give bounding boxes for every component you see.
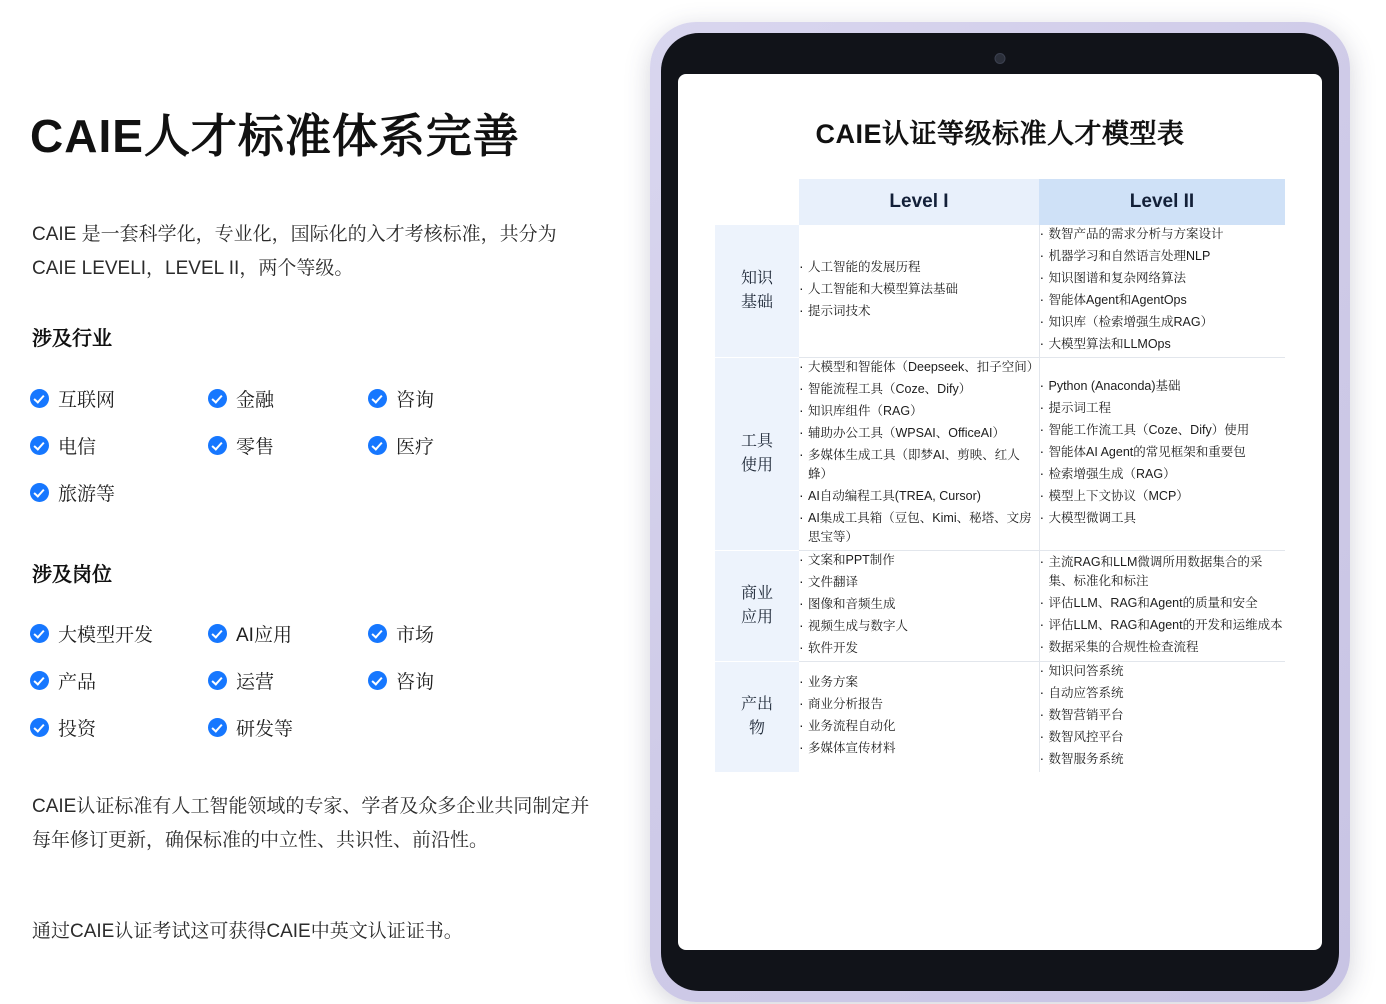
row-label-line-1: 工具: [740, 433, 773, 450]
role-label: 市场: [396, 625, 435, 646]
industries-row: [30, 469, 610, 516]
role-chip: [368, 620, 528, 647]
check-circle-icon: [208, 718, 227, 737]
bullet-item: · 商业分析报告: [799, 695, 1039, 714]
check-circle-icon: [30, 624, 49, 643]
bullet-item: · 多媒体生成工具（即梦AI、剪映、红人蜂）: [799, 446, 1039, 484]
bullet-item: · 知识图谱和复杂网络算法: [1040, 269, 1286, 288]
industry-chip: [30, 385, 208, 412]
check-circle-icon: [208, 671, 227, 690]
table-header-row: [715, 179, 1285, 225]
header-level-1: Level I: [799, 179, 1039, 225]
bullet-item: · AI集成工具箱（豆包、Kimi、秘塔、文房思宝等）: [799, 509, 1039, 547]
row-label-business: [715, 551, 799, 662]
cell-tools-level2: [1039, 358, 1285, 551]
bullet-item: · 知识库（检索增强生成RAG）: [1040, 313, 1286, 332]
bullet-item: · 辅助办公工具（WPSAI、OfficeAI）: [799, 424, 1039, 443]
bullet-item: · 智能流程工具（Coze、Dify）: [799, 380, 1039, 399]
industry-chip: [368, 385, 528, 412]
header-blank-cell: [715, 179, 799, 225]
industry-label: 旅游等: [58, 484, 116, 505]
role-label: 研发等: [236, 719, 294, 740]
industries-row: [30, 375, 610, 422]
industries-heading: 涉及行业: [32, 328, 112, 350]
bullet-item: · 文件翻译: [799, 573, 1039, 592]
page-title: CAIE人才标准体系完善: [30, 110, 520, 162]
industry-label: 互联网: [58, 390, 116, 411]
bullet-item: · Python (Anaconda)基础: [1040, 377, 1286, 396]
roles-heading: 涉及岗位: [32, 564, 112, 586]
roles-row: [30, 610, 610, 657]
certificate-paragraph: 通过CAIE认证考试这可获得CAIE中英文认证证书。: [32, 921, 463, 942]
bullet-list: [1040, 662, 1286, 769]
bullet-item: · 图像和音频生成: [799, 595, 1039, 614]
industry-chip: [208, 432, 368, 459]
row-label-line-1: 知识: [740, 270, 773, 287]
bullet-list: [799, 358, 1039, 547]
bullet-item: · 视频生成与数字人: [799, 617, 1039, 636]
bullet-list: [799, 673, 1039, 758]
bullet-item: · 文案和PPT制作: [799, 551, 1039, 570]
bullet-item: · 评估LLM、RAG和Agent的开发和运维成本: [1040, 616, 1286, 635]
row-label-line-2: 使用: [740, 457, 773, 474]
row-label-line-1: 商业: [740, 585, 773, 602]
industry-label: 零售: [236, 437, 275, 458]
industry-chip: [368, 432, 528, 459]
check-circle-icon: [208, 624, 227, 643]
role-label: 投资: [58, 719, 97, 740]
cell-knowledge-level2: [1039, 225, 1285, 358]
bullet-item: · 多媒体宣传材料: [799, 739, 1039, 758]
industry-label: 医疗: [396, 437, 435, 458]
bullet-item: · 大模型微调工具: [1040, 509, 1286, 528]
table-title: CAIE认证等级标准人才模型表: [815, 119, 1185, 149]
bullet-list: [1040, 225, 1286, 354]
industry-chip: [30, 479, 208, 506]
cell-tools-level1: [799, 358, 1039, 551]
industry-chip: [208, 385, 368, 412]
row-label-line-2: 基础: [740, 294, 773, 311]
front-camera-icon: [995, 53, 1006, 64]
cell-business-level2: [1039, 551, 1285, 662]
check-circle-icon: [368, 624, 387, 643]
intro-paragraph: CAIE 是一套科学化，专业化，国际化的入才考核标准，共分为 CAIE LEVELI，LEVEL II，两个等级。: [32, 224, 557, 279]
industry-chip: [30, 432, 208, 459]
bullet-item: · 数据采集的合规性检查流程: [1040, 638, 1286, 657]
table-row: [715, 551, 1285, 662]
bullet-item: · 数智营销平台: [1040, 706, 1286, 725]
bullet-list: [1040, 553, 1286, 657]
bullet-item: · 模型上下文协议（MCP）: [1040, 487, 1286, 506]
bullet-item: · 检索增强生成（RAG）: [1040, 465, 1286, 484]
check-circle-icon: [30, 436, 49, 455]
bullet-item: · 自动应答系统: [1040, 684, 1286, 703]
bullet-item: · 提示词工程: [1040, 399, 1286, 418]
bullet-item: · 智能工作流工具（Coze、Dify）使用: [1040, 421, 1286, 440]
certification-paragraph: CAIE认证标准有人工智能领域的专家、学者及众多企业共同制定并每年修订更新，确保标准的中立性、共识性、前沿性。: [32, 796, 590, 851]
table-row: [715, 662, 1285, 773]
row-label-output: [715, 662, 799, 773]
roles-list: [30, 610, 610, 751]
bullet-item: · 评估LLM、RAG和Agent的质量和安全: [1040, 594, 1286, 613]
cell-output-level2: [1039, 662, 1285, 773]
bullet-item: · 业务方案: [799, 673, 1039, 692]
bullet-item: · 主流RAG和LLM微调所用数据集合的采集、标准化和标注: [1040, 553, 1286, 591]
role-label: 运营: [236, 672, 275, 693]
role-chip: [368, 667, 528, 694]
role-label: 产品: [58, 672, 97, 693]
cell-business-level1: [799, 551, 1039, 662]
roles-row: [30, 657, 610, 704]
check-circle-icon: [30, 389, 49, 408]
industries-list: [30, 375, 610, 516]
role-chip: [30, 620, 208, 647]
check-circle-icon: [30, 483, 49, 502]
check-circle-icon: [30, 718, 49, 737]
role-chip: [30, 714, 208, 741]
bullet-list: [799, 258, 1039, 321]
check-circle-icon: [208, 436, 227, 455]
role-label: AI应用: [236, 625, 292, 646]
tablet-screen: [678, 74, 1322, 950]
bullet-item: · 知识库组件（RAG）: [799, 402, 1039, 421]
bullet-item: · 软件开发: [799, 639, 1039, 658]
left-content-panel: [30, 0, 630, 1004]
role-label: 咨询: [396, 672, 435, 693]
industry-label: 电信: [58, 437, 97, 458]
bullet-item: · 机器学习和自然语言处理NLP: [1040, 247, 1286, 266]
industry-label: 咨询: [396, 390, 435, 411]
bullet-item: · 大模型算法和LLMOps: [1040, 335, 1286, 354]
row-label-line-2: 物: [748, 720, 765, 737]
bullet-list: [1040, 377, 1286, 528]
bullet-item: · 大模型和智能体（Deepseek、扣子空间）: [799, 358, 1039, 377]
industries-row: [30, 422, 610, 469]
talent-model-table: [715, 179, 1285, 772]
bullet-item: · 智能体Agent和AgentOps: [1040, 291, 1286, 310]
bullet-item: · 业务流程自动化: [799, 717, 1039, 736]
table-row: [715, 225, 1285, 358]
bullet-item: · 知识问答系统: [1040, 662, 1286, 681]
table-row: [715, 358, 1285, 551]
header-level-2: Level II: [1039, 179, 1285, 225]
role-label: 大模型开发: [58, 625, 154, 646]
row-label-knowledge: [715, 225, 799, 358]
check-circle-icon: [368, 389, 387, 408]
role-chip: [208, 714, 368, 741]
tablet-device-mockup: [650, 22, 1350, 1002]
bullet-item: · 人工智能的发展历程: [799, 258, 1039, 277]
check-circle-icon: [30, 671, 49, 690]
cell-knowledge-level1: [799, 225, 1039, 358]
check-circle-icon: [368, 436, 387, 455]
bullet-item: · 数智产品的需求分析与方案设计: [1040, 225, 1286, 244]
role-chip: [30, 667, 208, 694]
bullet-item: · 数智风控平台: [1040, 728, 1286, 747]
role-chip: [208, 620, 368, 647]
bullet-item: · 智能体AI Agent的常见框架和重要包: [1040, 443, 1286, 462]
bullet-list: [799, 551, 1039, 658]
row-label-line-2: 应用: [740, 609, 773, 626]
cell-output-level1: [799, 662, 1039, 773]
row-label-line-1: 产出: [740, 696, 773, 713]
bullet-item: · 人工智能和大模型算法基础: [799, 280, 1039, 299]
check-circle-icon: [208, 389, 227, 408]
check-circle-icon: [368, 671, 387, 690]
row-label-tools: [715, 358, 799, 551]
bullet-item: · 提示词技术: [799, 302, 1039, 321]
bullet-item: · AI自动编程工具(TREA, Cursor): [799, 487, 1039, 506]
role-chip: [208, 667, 368, 694]
industry-label: 金融: [236, 390, 275, 411]
roles-row: [30, 704, 610, 751]
bullet-item: · 数智服务系统: [1040, 750, 1286, 769]
